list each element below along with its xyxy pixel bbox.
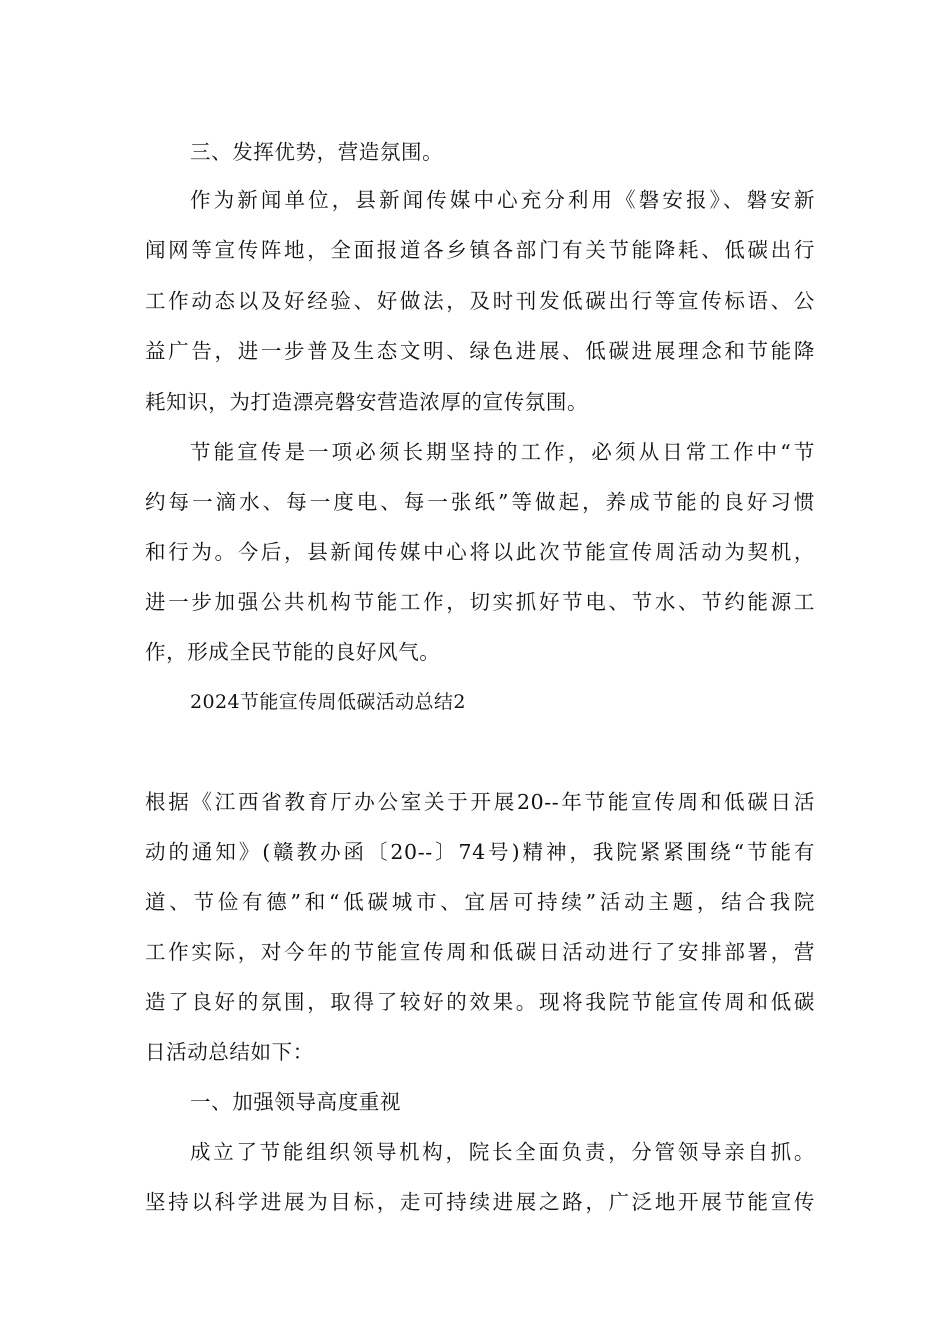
paragraph-line: 日活动总结如下： — [145, 1040, 314, 1064]
section-heading-3: 三、发挥优势，营造氛围。 — [190, 140, 444, 164]
document-title: 2024节能宣传周低碳活动总结2 — [190, 691, 466, 713]
paragraph-line: 进一步加强公共机构节能工作，切实抓好节电、节水、节约能源工 — [145, 590, 815, 614]
paragraph-line: 道、节俭有德”和“低碳城市、宜居可持续”活动主题，结合我院 — [145, 890, 815, 914]
paragraph-line: 成立了节能组织领导机构，院长全面负责，分管领导亲自抓。 — [190, 1140, 815, 1164]
paragraph-line: 工作动态以及好经验、好做法，及时刊发低碳出行等宣传标语、公 — [145, 289, 815, 313]
paragraph-line: 约每一滴水、每一度电、每一张纸”等做起，养成节能的良好习惯 — [145, 490, 815, 514]
paragraph-line: 根据《江西省教育厅办公室关于开展20--年节能宣传周和低碳日活 — [145, 790, 815, 814]
paragraph-line: 和行为。今后，县新闻传媒中心将以此次节能宣传周活动为契机， — [145, 540, 815, 564]
paragraph-line: 坚持以科学进展为目标，走可持续进展之路，广泛地开展节能宣传 — [145, 1190, 815, 1214]
paragraph-line: 闻网等宣传阵地，全面报道各乡镇各部门有关节能降耗、低碳出行 — [145, 238, 815, 262]
paragraph-line: 造了良好的氛围，取得了较好的效果。现将我院节能宣传周和低碳 — [145, 990, 815, 1014]
paragraph-line: 耗知识，为打造漂亮磐安营造浓厚的宣传氛围。 — [145, 390, 589, 414]
section-heading-1: 一、加强领导高度重视 — [190, 1090, 401, 1114]
paragraph-line: 动的通知》(赣教办函〔20--〕74号)精神，我院紧紧围绕“节能有 — [145, 840, 815, 864]
paragraph-line: 节能宣传是一项必须长期坚持的工作，必须从日常工作中“节 — [190, 440, 815, 464]
paragraph-line: 益广告，进一步普及生态文明、绿色进展、低碳进展理念和节能降 — [145, 339, 815, 363]
paragraph-line: 作为新闻单位，县新闻传媒中心充分利用《磐安报》、磐安新 — [190, 188, 815, 212]
paragraph-line: 作，形成全民节能的良好风气。 — [145, 640, 441, 664]
paragraph-line: 工作实际，对今年的节能宣传周和低碳日活动进行了安排部署，营 — [145, 940, 815, 964]
